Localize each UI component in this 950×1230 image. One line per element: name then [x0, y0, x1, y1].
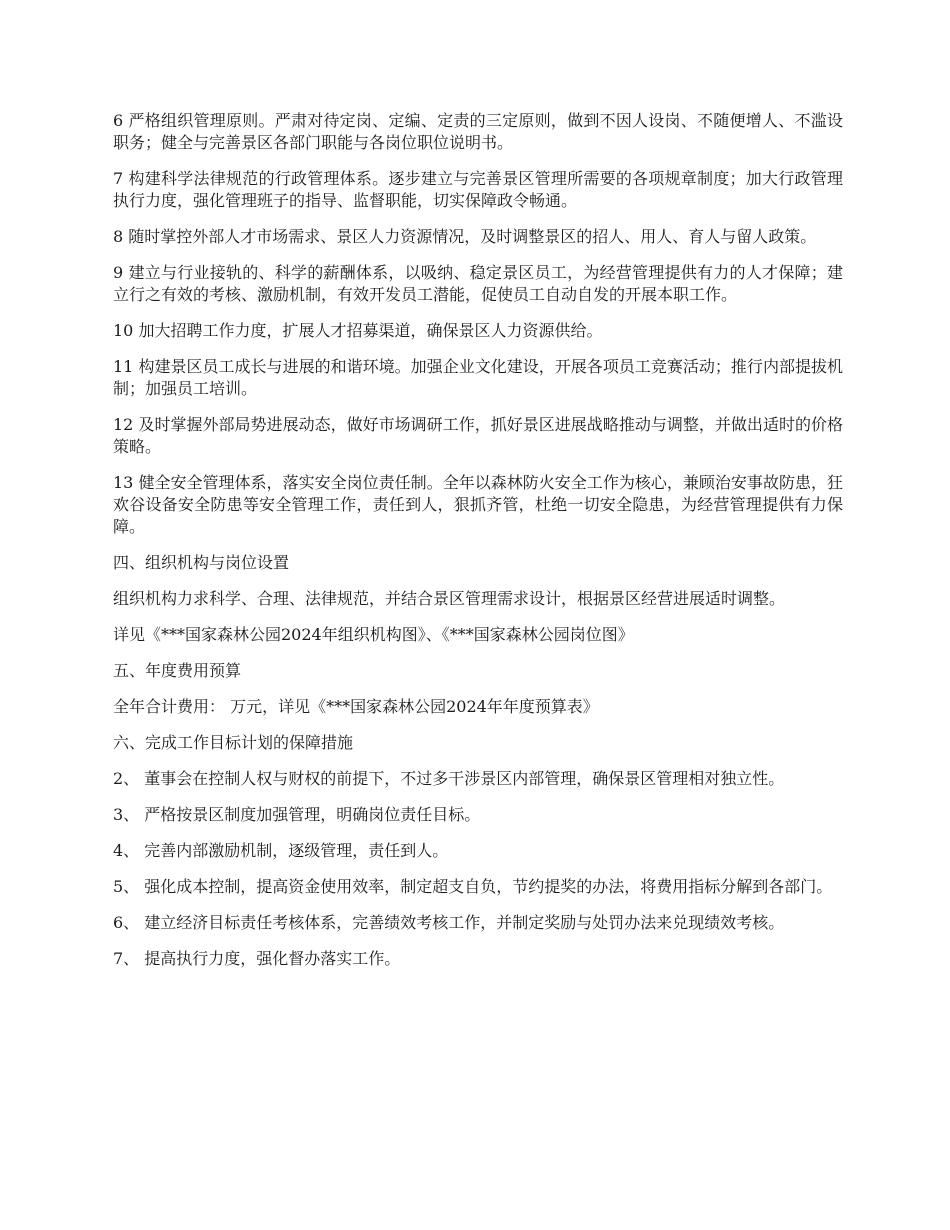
section-heading-organization: 四、组织机构与岗位设置 [113, 553, 290, 572]
paragraph-organization-reference: 详见《***国家森林公园2024年组织机构图》、《***国家森林公园岗位图》 [113, 625, 634, 644]
measure-item-2: 2、 董事会在控制人权与财权的前提下，不过多干涉景区内部管理，确保景区管理相对独立性。 [113, 769, 785, 788]
section-heading-budget: 五、年度费用预算 [113, 661, 242, 680]
measure-item-7: 7、 提高执行力度，强化督办落实工作。 [113, 949, 401, 968]
paragraph-item-10: 10 加大招聘工作力度，扩展人才招募渠道，确保景区人力资源供给。 [113, 321, 603, 340]
paragraph-item-12: 12 及时掌握外部局势进展动态，做好市场调研工作，抓好景区进展战略推动与调整，并做出适时的价格策略。 [113, 415, 843, 456]
document-page [113, 110, 843, 984]
measure-item-4: 4、 完善内部激励机制，逐级管理，责任到人。 [113, 841, 449, 860]
paragraph-item-11: 11 构建景区员工成长与进展的和谐环境。加强企业文化建设，开展各项员工竞赛活动；推行内部提拔机制；加强员工培训。 [113, 357, 843, 398]
paragraph-item-8: 8 随时掌控外部人才市场需求、景区人力资源情况，及时调整景区的招人、用人、育人与留人政策。 [113, 227, 817, 246]
paragraph-item-7: 7 构建科学法律规范的行政管理体系。逐步建立与完善景区管理所需要的各项规章制度；加大行政管理执行力度，强化管理班子的指导、监督职能，切实保障政令畅通。 [113, 169, 843, 210]
paragraph-item-9: 9 建立与行业接轨的、科学的薪酬体系，以吸纳、稳定景区员工，为经营管理提供有力的人才保障；建立行之有效的考核、激励机制，有效开发员工潜能，促使员工自动自发的开展本职工作。 [113, 263, 843, 304]
paragraph-organization-desc: 组织机构力求科学、合理、法律规范，并结合景区管理需求设计，根据景区经营进展适时调整。 [113, 589, 786, 608]
section-heading-measures: 六、完成工作目标计划的保障措施 [113, 733, 354, 752]
measure-item-3: 3、 严格按景区制度加强管理，明确岗位责任目标。 [113, 805, 481, 824]
paragraph-budget-desc: 全年合计费用： 万元，详见《***国家森林公园2024年年度预算表》 [113, 697, 599, 716]
measure-item-5: 5、 强化成本控制，提高资金使用效率，制定超支自负，节约提奖的办法，将费用指标分解到各部门。 [113, 877, 833, 896]
measure-item-6: 6、 建立经济目标责任考核体系，完善绩效考核工作，并制定奖励与处罚办法来兑现绩效考核。 [113, 913, 785, 932]
paragraph-item-13: 13 健全安全管理体系，落实安全岗位责任制。全年以森林防火安全工作为核心，兼顾治安事故防患，狂欢谷设备安全防患等安全管理工作，责任到人，狠抓齐管，杜绝一切安全隐患，为经营管理提供有力保障。 [113, 473, 843, 536]
paragraph-item-6: 6 严格组织管理原则。严肃对待定岗、定编、定责的三定原则，做到不因人设岗、不随便增人、不滥设职务；健全与完善景区各部门职能与各岗位职位说明书。 [113, 111, 843, 152]
